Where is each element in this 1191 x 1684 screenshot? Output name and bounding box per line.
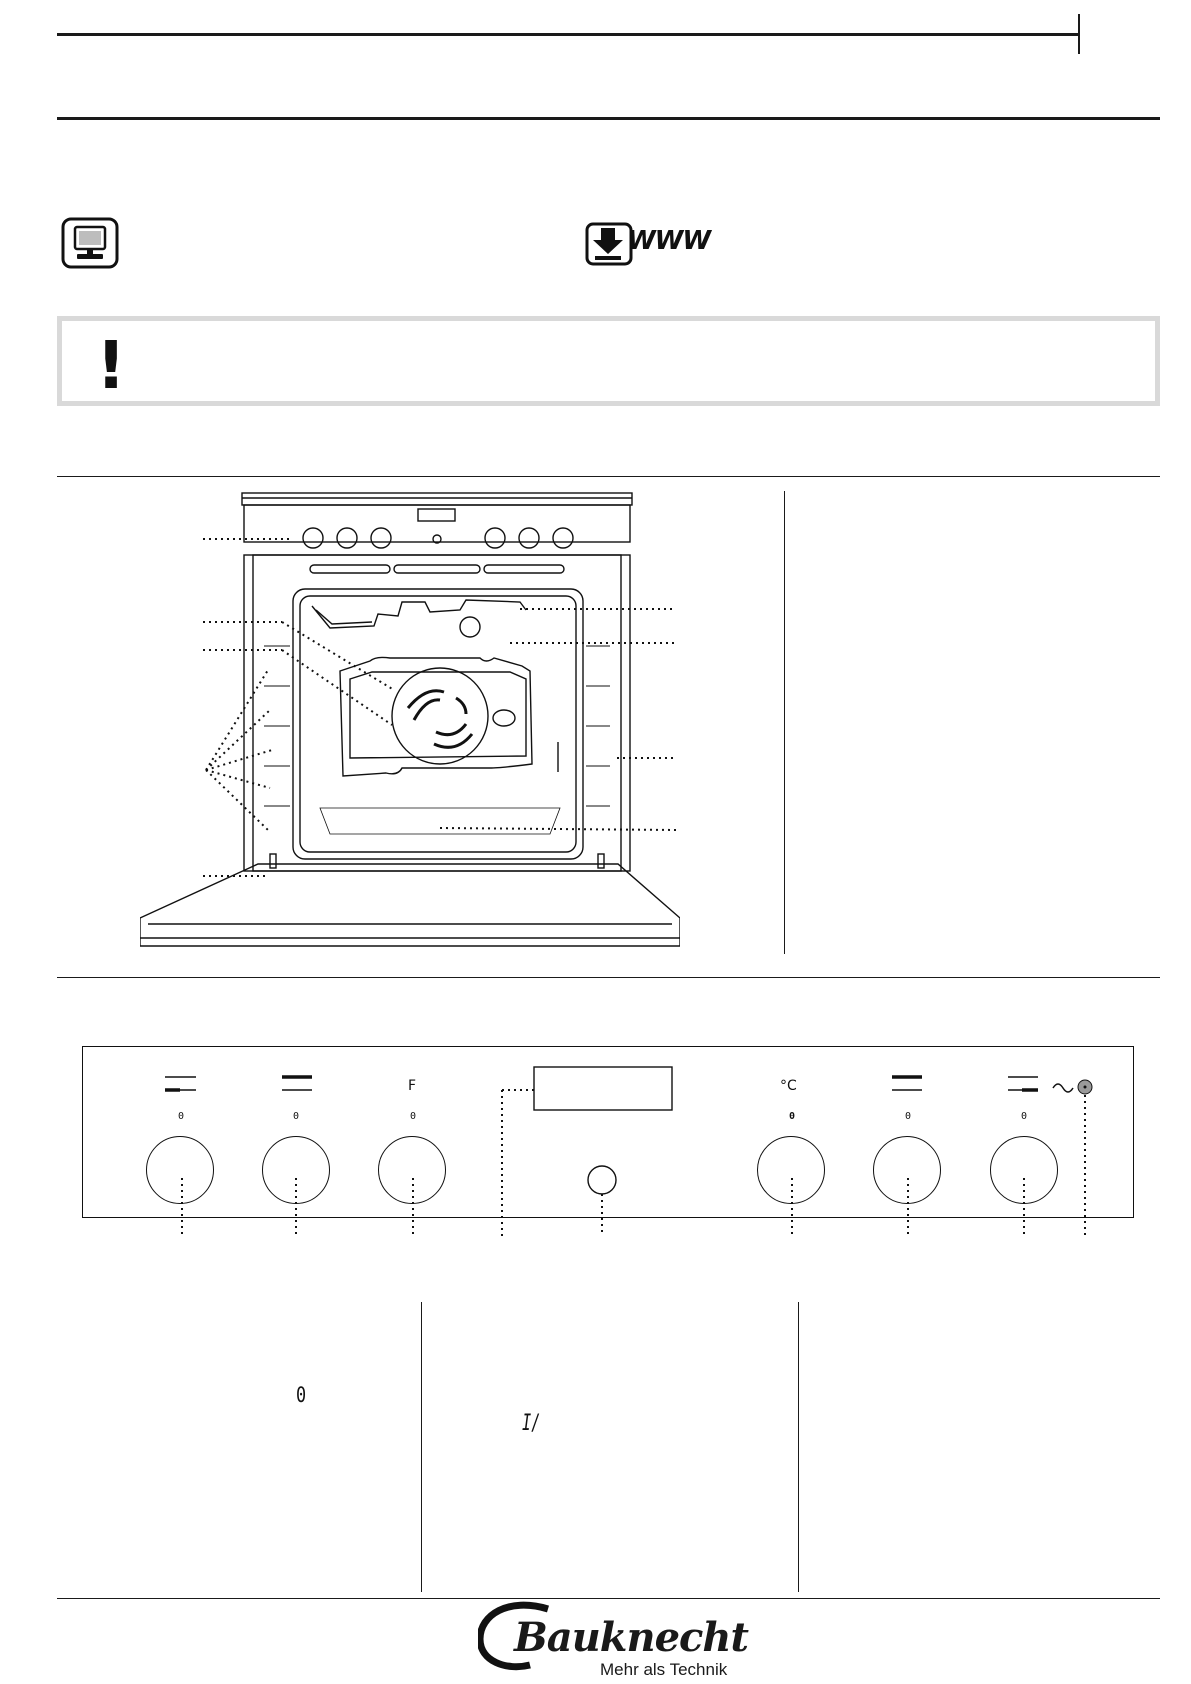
knob-temperature[interactable] — [757, 1136, 825, 1204]
knob-1[interactable] — [146, 1136, 214, 1204]
brand-tagline: Mehr als Technik — [600, 1660, 728, 1679]
column-1-zero-symbol: 0 — [296, 1383, 307, 1407]
knob-7-zero: 0 — [1021, 1111, 1028, 1122]
column-2-symbol: I/ — [522, 1411, 541, 1436]
exclamation-icon: ! — [96, 327, 127, 404]
knob-2-zero: 0 — [293, 1111, 300, 1122]
knob-2[interactable] — [262, 1136, 330, 1204]
knob-3-zero: 0 — [410, 1111, 417, 1122]
footer-rule — [57, 1598, 1160, 1599]
column-divider-1 — [421, 1302, 422, 1592]
download-www-label: WWW — [627, 226, 711, 256]
knob-7[interactable] — [990, 1136, 1058, 1204]
column-divider-2 — [798, 1302, 799, 1592]
knob-1-zero: 0 — [178, 1111, 185, 1122]
brand-logo-name: Bauknecht — [514, 1614, 748, 1661]
knob-5-label: °C — [780, 1078, 797, 1094]
knob-5-zero: 0 — [789, 1111, 796, 1122]
knob-6[interactable] — [873, 1136, 941, 1204]
knob-3[interactable] — [378, 1136, 446, 1204]
knob-6-zero: 0 — [905, 1111, 912, 1122]
knob-3-label: F — [408, 1078, 417, 1094]
